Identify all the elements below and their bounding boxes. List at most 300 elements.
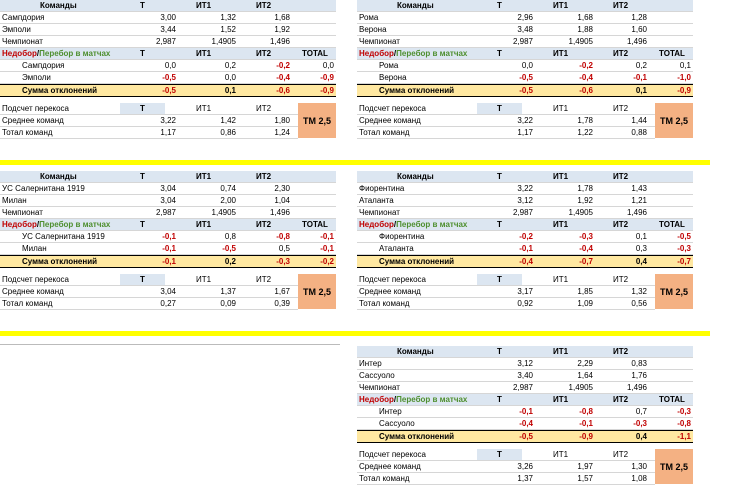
it2-value: 1,68 bbox=[274, 13, 290, 22]
deviation-header-row bbox=[0, 48, 336, 60]
total-deviation: -0,3 bbox=[677, 244, 691, 253]
it1-value: 1,78 bbox=[577, 184, 593, 193]
it2-value: 1,30 bbox=[631, 462, 647, 471]
col-it2: ИТ2 bbox=[613, 450, 629, 459]
it1-value: 1,92 bbox=[577, 196, 593, 205]
col-it2: ИТ2 bbox=[613, 49, 629, 58]
it1-value: 1,68 bbox=[577, 13, 593, 22]
it2-value: 1,80 bbox=[274, 116, 290, 125]
col-t: Т bbox=[497, 172, 502, 181]
team-name: Эмполи bbox=[2, 25, 31, 34]
it2-deviation: 0,1 bbox=[635, 232, 647, 241]
it2-value: 1,32 bbox=[631, 287, 647, 296]
it1-sum: 0,1 bbox=[224, 86, 236, 95]
championship-label: Чемпионат bbox=[359, 208, 400, 217]
average-row bbox=[0, 115, 298, 127]
it2-deviation: -0,8 bbox=[276, 232, 290, 241]
bias-label: Подсчет перекоса bbox=[359, 104, 427, 113]
bias-section bbox=[0, 103, 336, 139]
it2-deviation: 0,3 bbox=[635, 244, 647, 253]
deviation-title: Недобор/Перебор в матчах bbox=[2, 49, 111, 58]
team-name: УС Салернитана 1919 bbox=[2, 184, 85, 193]
col-t: Т bbox=[497, 395, 502, 404]
deviation-title: Недобор/Перебор в матчах bbox=[2, 220, 111, 229]
it2-value: 1,67 bbox=[274, 287, 290, 296]
t-value: 0,92 bbox=[517, 299, 533, 308]
deviation-row bbox=[357, 406, 693, 418]
team-name: Интер bbox=[379, 407, 402, 416]
total-sum: -0,7 bbox=[677, 257, 691, 266]
average-row bbox=[357, 461, 655, 473]
col-t: Т bbox=[497, 49, 502, 58]
sum-row bbox=[0, 255, 336, 268]
bias-header-row bbox=[357, 449, 655, 461]
sum-label: Сумма отклонений bbox=[379, 86, 455, 95]
total-sum: -0,2 bbox=[320, 257, 334, 266]
team-block bbox=[357, 171, 693, 310]
t-value: 1,37 bbox=[517, 474, 533, 483]
col-it2: ИТ2 bbox=[613, 395, 629, 404]
t-value: 3,26 bbox=[517, 462, 533, 471]
deviation-title: Недобор/Перебор в матчах bbox=[359, 395, 468, 404]
team-name: Фиорентина bbox=[359, 184, 405, 193]
teams-header: Команды bbox=[397, 172, 434, 181]
col-it1: ИТ1 bbox=[196, 49, 212, 58]
it1-value: 1,42 bbox=[220, 116, 236, 125]
team-block bbox=[0, 171, 336, 310]
total-deviation: 0,1 bbox=[679, 61, 691, 70]
separator-line bbox=[0, 160, 710, 165]
total-deviation: 0,0 bbox=[322, 61, 334, 70]
col-it1: ИТ1 bbox=[196, 104, 212, 113]
it1-value: 1,4905 bbox=[568, 383, 593, 392]
t-deviation: 0,0 bbox=[521, 61, 533, 70]
championship-row bbox=[357, 36, 693, 48]
table-header-row bbox=[357, 171, 693, 183]
sum-label: Сумма отклонений bbox=[379, 432, 455, 441]
it2-value: 1,496 bbox=[626, 37, 647, 46]
it1-sum: -0,6 bbox=[579, 86, 593, 95]
deviation-row bbox=[0, 231, 336, 243]
team-block bbox=[0, 0, 336, 139]
t-deviation: -0,5 bbox=[519, 73, 533, 82]
it2-value: 1,43 bbox=[631, 184, 647, 193]
total-deviation: -0,8 bbox=[677, 419, 691, 428]
t-value: 3,12 bbox=[517, 196, 533, 205]
t-value: 1,17 bbox=[160, 128, 176, 137]
it2-value: 1,21 bbox=[631, 196, 647, 205]
col-it1: ИТ1 bbox=[196, 220, 212, 229]
team-row bbox=[0, 24, 336, 36]
table-header-row bbox=[0, 0, 336, 12]
it1-value: 1,4905 bbox=[568, 37, 593, 46]
team-name: Сампдория bbox=[2, 13, 45, 22]
col-t: Т bbox=[120, 103, 165, 114]
championship-label: Чемпионат bbox=[359, 383, 400, 392]
it2-deviation: -0,3 bbox=[633, 419, 647, 428]
average-label: Среднее команд bbox=[359, 287, 421, 296]
it2-value: 0,83 bbox=[631, 359, 647, 368]
bias-label: Подсчет перекоса bbox=[2, 104, 70, 113]
col-it2: ИТ2 bbox=[256, 104, 272, 113]
team-block bbox=[357, 346, 693, 485]
championship-label: Чемпионат bbox=[2, 37, 43, 46]
total-label: Тотал команд bbox=[359, 299, 410, 308]
t-deviation: -0,5 bbox=[162, 73, 176, 82]
divider bbox=[0, 344, 340, 345]
it2-deviation: 0,7 bbox=[635, 407, 647, 416]
average-label: Среднее команд bbox=[359, 116, 421, 125]
championship-label: Чемпионат bbox=[2, 208, 43, 217]
total-row bbox=[357, 127, 655, 139]
it1-value: 1,78 bbox=[577, 116, 593, 125]
deviation-row bbox=[357, 231, 693, 243]
it2-value: 1,08 bbox=[631, 474, 647, 483]
t-value: 2,987 bbox=[512, 37, 533, 46]
deviation-row bbox=[357, 60, 693, 72]
t-value: 2,987 bbox=[155, 208, 176, 217]
team-row bbox=[357, 358, 693, 370]
sum-label: Сумма отклонений bbox=[22, 257, 98, 266]
t-value: 3,04 bbox=[160, 287, 176, 296]
col-it2: ИТ2 bbox=[613, 275, 629, 284]
total-sum: -0,9 bbox=[320, 86, 334, 95]
col-it1: ИТ1 bbox=[553, 220, 569, 229]
it2-value: 1,04 bbox=[274, 196, 290, 205]
it1-deviation: -0,2 bbox=[579, 61, 593, 70]
total-sum: -0,9 bbox=[677, 86, 691, 95]
col-it1: ИТ1 bbox=[553, 104, 569, 113]
bias-header-row bbox=[357, 103, 655, 115]
total-sum: -1,1 bbox=[677, 432, 691, 441]
it2-sum: 0,4 bbox=[635, 432, 647, 441]
team-name: Фиорентина bbox=[379, 232, 425, 241]
col-it2: ИТ2 bbox=[256, 172, 272, 181]
col-t: Т bbox=[140, 220, 145, 229]
t-value: 1,17 bbox=[517, 128, 533, 137]
deviation-row bbox=[0, 60, 336, 72]
separator-line bbox=[0, 331, 710, 336]
deviation-row bbox=[357, 72, 693, 84]
team-row bbox=[357, 24, 693, 36]
it2-deviation: -0,4 bbox=[276, 73, 290, 82]
t-deviation: -0,1 bbox=[519, 244, 533, 253]
it2-value: 1,496 bbox=[626, 208, 647, 217]
team-name: Милан bbox=[22, 244, 47, 253]
it2-value: 2,30 bbox=[274, 184, 290, 193]
bias-header-row bbox=[0, 274, 298, 286]
sum-row bbox=[357, 255, 693, 268]
team-name: Рома bbox=[359, 13, 379, 22]
t-value: 2,987 bbox=[512, 208, 533, 217]
table-header-row bbox=[0, 171, 336, 183]
col-t: Т bbox=[497, 1, 502, 10]
bias-label: Подсчет перекоса bbox=[2, 275, 70, 284]
championship-row bbox=[357, 382, 693, 394]
t-value: 3,22 bbox=[517, 184, 533, 193]
it1-deviation: -0,1 bbox=[579, 419, 593, 428]
deviation-header-row bbox=[357, 219, 693, 231]
col-total: TOTAL bbox=[302, 220, 328, 229]
total-deviation: -0,3 bbox=[677, 407, 691, 416]
it1-value: 0,86 bbox=[220, 128, 236, 137]
teams-header: Команды bbox=[397, 347, 434, 356]
t-deviation: -0,4 bbox=[519, 419, 533, 428]
t-deviation: -0,2 bbox=[519, 232, 533, 241]
championship-row bbox=[0, 207, 336, 219]
t-value: 3,22 bbox=[160, 116, 176, 125]
it1-value: 0,09 bbox=[220, 299, 236, 308]
t-sum: -0,4 bbox=[519, 257, 533, 266]
t-value: 3,17 bbox=[517, 287, 533, 296]
sum-row bbox=[0, 84, 336, 97]
t-value: 3,22 bbox=[517, 116, 533, 125]
it1-deviation: -0,3 bbox=[579, 232, 593, 241]
it2-deviation: -0,1 bbox=[633, 73, 647, 82]
deviation-row bbox=[357, 243, 693, 255]
average-row bbox=[357, 115, 655, 127]
team-name: Рома bbox=[379, 61, 399, 70]
average-row bbox=[0, 286, 298, 298]
it1-deviation: -0,8 bbox=[579, 407, 593, 416]
bias-label: Подсчет перекоса bbox=[359, 275, 427, 284]
it1-value: 0,74 bbox=[220, 184, 236, 193]
it1-value: 1,64 bbox=[577, 371, 593, 380]
deviation-header-row bbox=[357, 394, 693, 406]
col-it2: ИТ2 bbox=[613, 1, 629, 10]
t-value: 3,40 bbox=[517, 371, 533, 380]
team-row bbox=[0, 183, 336, 195]
t-value: 0,27 bbox=[160, 299, 176, 308]
col-it2: ИТ2 bbox=[256, 220, 272, 229]
t-value: 2,987 bbox=[512, 383, 533, 392]
team-row bbox=[357, 195, 693, 207]
it2-value: 0,39 bbox=[274, 299, 290, 308]
team-name: Сампдория bbox=[22, 61, 65, 70]
deviation-row bbox=[357, 418, 693, 430]
t-deviation: -0,1 bbox=[162, 244, 176, 253]
it2-value: 1,92 bbox=[274, 25, 290, 34]
average-row bbox=[357, 286, 655, 298]
it1-value: 1,4905 bbox=[568, 208, 593, 217]
total-deviation: -1,0 bbox=[677, 73, 691, 82]
col-t: Т bbox=[477, 449, 522, 460]
it1-sum: -0,7 bbox=[579, 257, 593, 266]
it2-value: 1,60 bbox=[631, 25, 647, 34]
it1-deviation: 0,8 bbox=[224, 232, 236, 241]
bias-section bbox=[357, 449, 693, 485]
col-it1: ИТ1 bbox=[553, 172, 569, 181]
team-row bbox=[357, 183, 693, 195]
verdict-badge: ТМ 2,5 bbox=[655, 274, 693, 309]
deviation-title: Недобор/Перебор в матчах bbox=[359, 49, 468, 58]
verdict-badge: ТМ 2,5 bbox=[655, 449, 693, 484]
t-value: 3,04 bbox=[160, 196, 176, 205]
t-value: 2,987 bbox=[155, 37, 176, 46]
col-t: Т bbox=[140, 1, 145, 10]
col-t: Т bbox=[497, 220, 502, 229]
it1-deviation: -0,4 bbox=[579, 73, 593, 82]
sum-row bbox=[357, 430, 693, 443]
deviation-row bbox=[0, 72, 336, 84]
team-row bbox=[357, 12, 693, 24]
it1-sum: -0,9 bbox=[579, 432, 593, 441]
t-deviation: -0,1 bbox=[519, 407, 533, 416]
t-value: 3,04 bbox=[160, 184, 176, 193]
bias-header-row bbox=[0, 103, 298, 115]
it2-value: 1,76 bbox=[631, 371, 647, 380]
team-name: Аталанта bbox=[359, 196, 394, 205]
team-name: Верона bbox=[359, 25, 387, 34]
col-it1: ИТ1 bbox=[553, 347, 569, 356]
total-label: Тотал команд bbox=[359, 474, 410, 483]
col-it1: ИТ1 bbox=[553, 275, 569, 284]
teams-header: Команды bbox=[40, 172, 77, 181]
col-it2: ИТ2 bbox=[256, 275, 272, 284]
col-it2: ИТ2 bbox=[256, 1, 272, 10]
col-it1: ИТ1 bbox=[553, 395, 569, 404]
col-it2: ИТ2 bbox=[613, 220, 629, 229]
it2-deviation: -0,2 bbox=[276, 61, 290, 70]
total-row bbox=[357, 298, 655, 310]
deviation-header-row bbox=[0, 219, 336, 231]
bias-header-row bbox=[357, 274, 655, 286]
team-block bbox=[357, 0, 693, 139]
t-value: 3,12 bbox=[517, 359, 533, 368]
team-row bbox=[0, 12, 336, 24]
bias-section bbox=[0, 274, 336, 310]
deviation-row bbox=[0, 243, 336, 255]
it1-value: 1,09 bbox=[577, 299, 593, 308]
total-deviation: -0,5 bbox=[677, 232, 691, 241]
col-t: Т bbox=[497, 347, 502, 356]
average-label: Среднее команд bbox=[359, 462, 421, 471]
bias-section bbox=[357, 103, 693, 139]
total-deviation: -0,9 bbox=[320, 73, 334, 82]
championship-row bbox=[357, 207, 693, 219]
team-row bbox=[0, 195, 336, 207]
t-value: 3,48 bbox=[517, 25, 533, 34]
col-total: TOTAL bbox=[659, 395, 685, 404]
it2-value: 1,496 bbox=[269, 37, 290, 46]
team-name: Милан bbox=[2, 196, 27, 205]
it1-value: 1,85 bbox=[577, 287, 593, 296]
t-sum: -0,5 bbox=[519, 432, 533, 441]
it1-deviation: -0,4 bbox=[579, 244, 593, 253]
average-label: Среднее команд bbox=[2, 116, 64, 125]
total-row bbox=[0, 127, 298, 139]
col-t: Т bbox=[140, 172, 145, 181]
it1-deviation: 0,0 bbox=[224, 73, 236, 82]
sum-label: Сумма отклонений bbox=[22, 86, 98, 95]
col-it2: ИТ2 bbox=[613, 172, 629, 181]
t-deviation: 0,0 bbox=[164, 61, 176, 70]
total-deviation: -0,1 bbox=[320, 244, 334, 253]
col-total: TOTAL bbox=[302, 49, 328, 58]
verdict-badge: ТМ 2,5 bbox=[298, 274, 336, 309]
it1-value: 1,22 bbox=[577, 128, 593, 137]
total-row bbox=[0, 298, 298, 310]
it2-value: 1,496 bbox=[626, 383, 647, 392]
team-name: Сассуоло bbox=[359, 371, 395, 380]
it2-sum: 0,1 bbox=[635, 86, 647, 95]
it2-sum: -0,6 bbox=[276, 86, 290, 95]
col-total: TOTAL bbox=[659, 220, 685, 229]
it1-deviation: -0,5 bbox=[222, 244, 236, 253]
team-row bbox=[357, 370, 693, 382]
it2-value: 1,24 bbox=[274, 128, 290, 137]
team-name: УС Салернитана 1919 bbox=[22, 232, 105, 241]
bias-label: Подсчет перекоса bbox=[359, 450, 427, 459]
it1-value: 2,00 bbox=[220, 196, 236, 205]
total-row bbox=[357, 473, 655, 485]
total-label: Тотал команд bbox=[2, 299, 53, 308]
col-it2: ИТ2 bbox=[613, 347, 629, 356]
it1-deviation: 0,2 bbox=[224, 61, 236, 70]
col-it1: ИТ1 bbox=[196, 172, 212, 181]
t-value: 3,00 bbox=[160, 13, 176, 22]
col-t: Т bbox=[120, 274, 165, 285]
it2-deviation: 0,5 bbox=[278, 244, 290, 253]
total-label: Тотал команд bbox=[359, 128, 410, 137]
it1-value: 1,57 bbox=[577, 474, 593, 483]
it1-value: 1,52 bbox=[220, 25, 236, 34]
col-it2: ИТ2 bbox=[256, 49, 272, 58]
col-it1: ИТ1 bbox=[553, 450, 569, 459]
it2-deviation: 0,2 bbox=[635, 61, 647, 70]
it2-sum: 0,4 bbox=[635, 257, 647, 266]
col-it2: ИТ2 bbox=[613, 104, 629, 113]
it1-sum: 0,2 bbox=[224, 257, 236, 266]
t-sum: -0,5 bbox=[162, 86, 176, 95]
it1-value: 1,4905 bbox=[211, 37, 236, 46]
team-name: Интер bbox=[359, 359, 382, 368]
total-label: Тотал команд bbox=[2, 128, 53, 137]
it2-value: 0,56 bbox=[631, 299, 647, 308]
col-it1: ИТ1 bbox=[196, 1, 212, 10]
bias-section bbox=[357, 274, 693, 310]
it1-value: 1,37 bbox=[220, 287, 236, 296]
it1-value: 1,97 bbox=[577, 462, 593, 471]
col-t: Т bbox=[477, 103, 522, 114]
teams-header: Команды bbox=[397, 1, 434, 10]
championship-row bbox=[0, 36, 336, 48]
it2-value: 1,28 bbox=[631, 13, 647, 22]
sum-row bbox=[357, 84, 693, 97]
col-t: Т bbox=[477, 274, 522, 285]
team-name: Сассуоло bbox=[379, 419, 415, 428]
t-value: 2,96 bbox=[517, 13, 533, 22]
championship-label: Чемпионат bbox=[359, 37, 400, 46]
it2-value: 1,44 bbox=[631, 116, 647, 125]
team-name: Верона bbox=[379, 73, 407, 82]
team-name: Аталанта bbox=[379, 244, 414, 253]
col-total: TOTAL bbox=[659, 49, 685, 58]
col-it1: ИТ1 bbox=[196, 275, 212, 284]
sum-label: Сумма отклонений bbox=[379, 257, 455, 266]
it1-value: 2,29 bbox=[577, 359, 593, 368]
verdict-badge: ТМ 2,5 bbox=[298, 103, 336, 138]
t-deviation: -0,1 bbox=[162, 232, 176, 241]
col-it1: ИТ1 bbox=[553, 49, 569, 58]
t-sum: -0,1 bbox=[162, 257, 176, 266]
team-name: Эмполи bbox=[22, 73, 51, 82]
it2-value: 1,496 bbox=[269, 208, 290, 217]
it1-value: 1,88 bbox=[577, 25, 593, 34]
it2-sum: -0,3 bbox=[276, 257, 290, 266]
table-header-row bbox=[357, 0, 693, 12]
it1-value: 1,4905 bbox=[211, 208, 236, 217]
